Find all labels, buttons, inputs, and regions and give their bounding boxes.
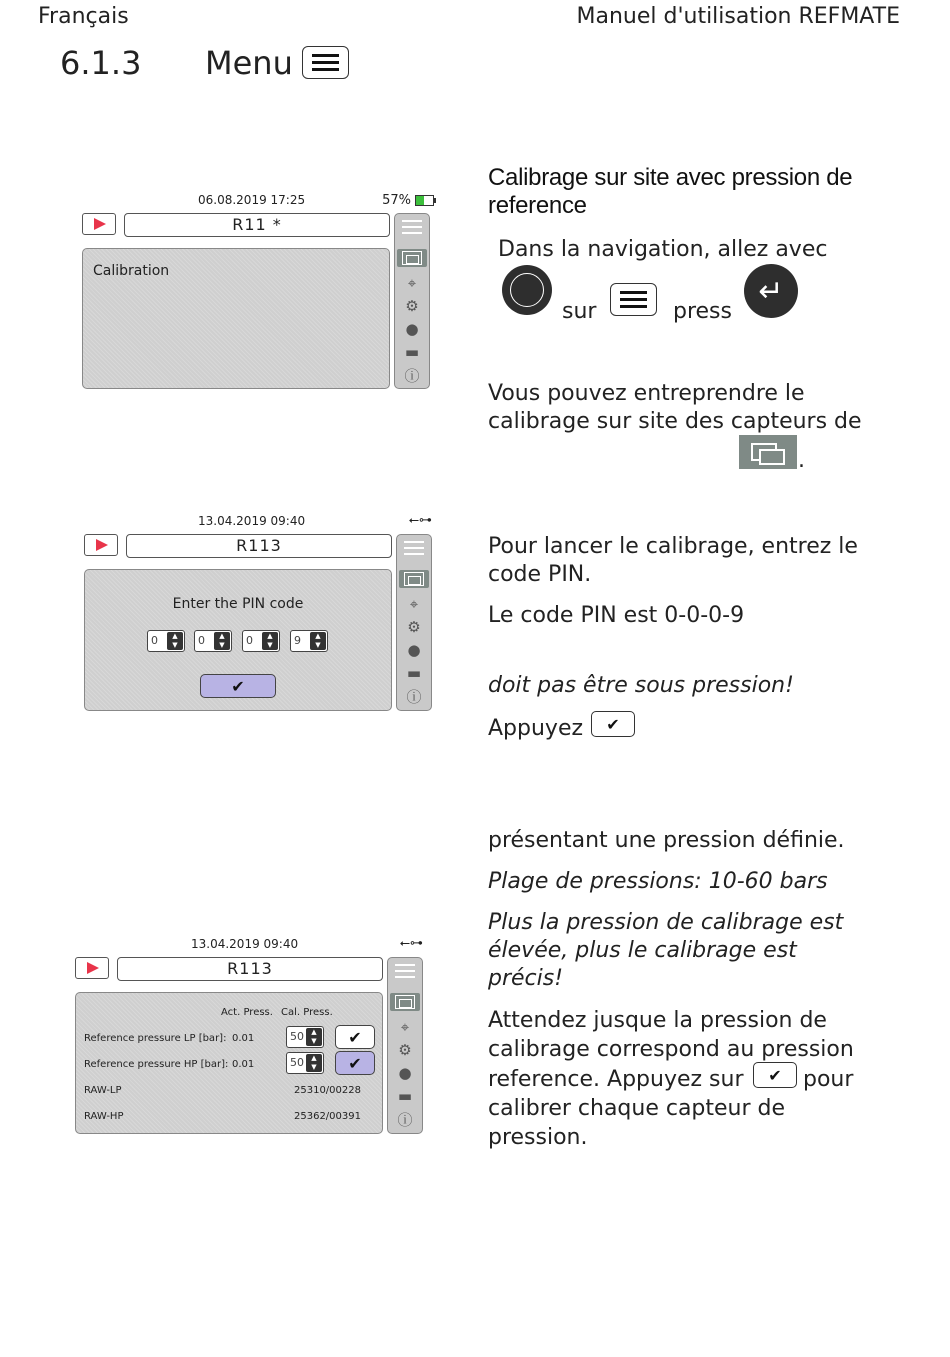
- info-icon[interactable]: ⓘ: [406, 687, 422, 706]
- pressure-panel: [75, 992, 383, 1134]
- ruler-icon[interactable]: ▬: [397, 1087, 413, 1105]
- wait-line5: pression.: [488, 1125, 588, 1150]
- nav-intro-text: Dans la navigation, allez avec: [498, 237, 828, 262]
- pressure-range-text: Plage de pressions: 10-60 bars: [488, 869, 828, 894]
- ruler-icon[interactable]: ▬: [406, 664, 422, 682]
- hamburger-icon[interactable]: [394, 962, 416, 980]
- device-screen-calibration: [82, 193, 434, 389]
- globe-icon[interactable]: ●: [398, 1064, 412, 1082]
- raw-hp-label: RAW-HP: [84, 1111, 124, 1122]
- calibration-icon-gray: [739, 435, 797, 469]
- device-name: R113: [117, 957, 383, 981]
- pressure-def-text: présentant une pression définie.: [488, 828, 845, 853]
- menu-key-icon: [302, 46, 349, 79]
- appuyez-text: Appuyez: [488, 716, 584, 741]
- onsite-text-line2: calibrage sur site des capteurs de: [488, 409, 862, 434]
- calibration-icon[interactable]: [397, 249, 427, 267]
- gear-icon[interactable]: ⚙: [405, 297, 419, 315]
- device-name: R11 *: [124, 213, 390, 237]
- calibration-panel: [82, 248, 390, 389]
- usb-icon: ⭠⊶: [408, 513, 432, 528]
- device-screen-pin: [84, 514, 434, 711]
- hamburger-icon[interactable]: [401, 218, 423, 236]
- section-number: 6.1.3: [60, 44, 142, 82]
- hp-confirm-button[interactable]: ✔: [335, 1051, 375, 1075]
- screen-datetime: 13.04.2019 09:40: [198, 514, 306, 528]
- sur-text: sur: [562, 299, 597, 324]
- col-act-press: Act. Press.: [221, 1007, 273, 1018]
- play-button[interactable]: [82, 213, 116, 235]
- calibration-icon[interactable]: [399, 570, 429, 588]
- wait-line1: Attendez jusque la pression de: [488, 1008, 827, 1033]
- pin-panel: [84, 569, 392, 711]
- wireless-icon[interactable]: ⌖: [400, 1018, 410, 1036]
- row-hp-label: Reference pressure HP [bar]:: [84, 1059, 229, 1070]
- lp-confirm-button[interactable]: ✔: [335, 1025, 375, 1049]
- play-button[interactable]: [84, 534, 118, 556]
- pin-confirm-button[interactable]: ✔: [200, 674, 276, 698]
- device-screen-pressure: [75, 937, 425, 1134]
- calibration-icon[interactable]: [390, 993, 420, 1011]
- usb-icon: ⭠⊶: [399, 936, 423, 951]
- pressure-warning: doit pas être sous pression!: [488, 673, 794, 698]
- wait-line4: calibrer chaque capteur de: [488, 1096, 786, 1121]
- raw-hp-value: 25362/00391: [294, 1111, 361, 1122]
- side-menu: [387, 957, 423, 1134]
- wireless-icon[interactable]: ⌖: [409, 595, 419, 613]
- play-button[interactable]: [75, 957, 109, 979]
- pin-digit-4[interactable]: 9 ▲ ▼: [290, 630, 328, 652]
- pin-code-text: Le code PIN est 0-0-0-9: [488, 603, 745, 628]
- ruler-icon[interactable]: ▬: [404, 343, 420, 361]
- navigation-pad-icon: [502, 265, 552, 315]
- wait-line3: reference. Appuyez sur: [488, 1067, 744, 1092]
- pin-prompt: Enter the PIN code: [172, 596, 304, 612]
- hp-cal-spinner[interactable]: 50 ▲ ▼: [286, 1052, 324, 1074]
- info-icon[interactable]: ⓘ: [404, 366, 420, 385]
- row-lp-act: 0.01: [232, 1033, 255, 1044]
- pin-digit-2[interactable]: 0 ▲ ▼: [194, 630, 232, 652]
- globe-icon[interactable]: ●: [407, 641, 421, 659]
- pin-digit-1[interactable]: 0 ▲ ▼: [147, 630, 185, 652]
- header-language: Français: [38, 4, 129, 29]
- period-text: .: [798, 448, 805, 473]
- pin-text-line1: Pour lancer le calibrage, entrez le: [488, 534, 858, 559]
- lp-cal-spinner[interactable]: 50 ▲ ▼: [286, 1026, 324, 1048]
- row-hp-act: 0.01: [232, 1059, 255, 1070]
- check-key-icon: ✔: [591, 711, 635, 737]
- wait-line2: calibrage correspond au pression: [488, 1037, 854, 1062]
- col-cal-press: Cal. Press.: [281, 1007, 333, 1018]
- info-icon[interactable]: ⓘ: [397, 1110, 413, 1129]
- wireless-icon[interactable]: ⌖: [407, 274, 417, 292]
- precision-line1: Plus la pression de calibrage est: [488, 910, 844, 935]
- press-text: press: [673, 299, 732, 324]
- precision-line3: précis!: [488, 966, 564, 991]
- pin-text-line2: code PIN.: [488, 562, 592, 587]
- pin-digit-3[interactable]: 0 ▲ ▼: [242, 630, 280, 652]
- precision-line2: élevée, plus le calibrage est: [488, 938, 797, 963]
- globe-icon[interactable]: ●: [405, 320, 419, 338]
- side-menu: [396, 534, 432, 711]
- battery-status: [382, 193, 434, 208]
- raw-lp-label: RAW-LP: [84, 1085, 122, 1096]
- battery-icon: [415, 195, 434, 206]
- screen-datetime: 13.04.2019 09:40: [191, 937, 299, 951]
- side-menu: [394, 213, 430, 389]
- onsite-text-line1: Vous pouvez entreprendre le: [488, 381, 805, 406]
- device-name: R113: [126, 534, 392, 558]
- calibration-heading: Calibrage sur site avec pression de reference: [488, 164, 853, 219]
- gear-icon[interactable]: ⚙: [407, 618, 421, 636]
- battery-percent: 57%: [382, 193, 411, 208]
- section-title: Menu: [205, 44, 293, 82]
- check-key-icon-inline: ✔: [753, 1062, 797, 1088]
- raw-lp-value: 25310/00228: [294, 1085, 361, 1096]
- gear-icon[interactable]: ⚙: [398, 1041, 412, 1059]
- header-manual-title: Manuel d'utilisation REFMATE: [576, 4, 900, 29]
- hamburger-icon[interactable]: [403, 539, 425, 557]
- panel-label: Calibration: [93, 263, 170, 279]
- menu-key-icon-inline: [610, 283, 657, 316]
- row-lp-label: Reference pressure LP [bar]:: [84, 1033, 227, 1044]
- screen-datetime: 06.08.2019 17:25: [198, 193, 306, 207]
- enter-key-icon: ↵: [744, 264, 798, 318]
- wait-line3-end: pour: [803, 1067, 854, 1092]
